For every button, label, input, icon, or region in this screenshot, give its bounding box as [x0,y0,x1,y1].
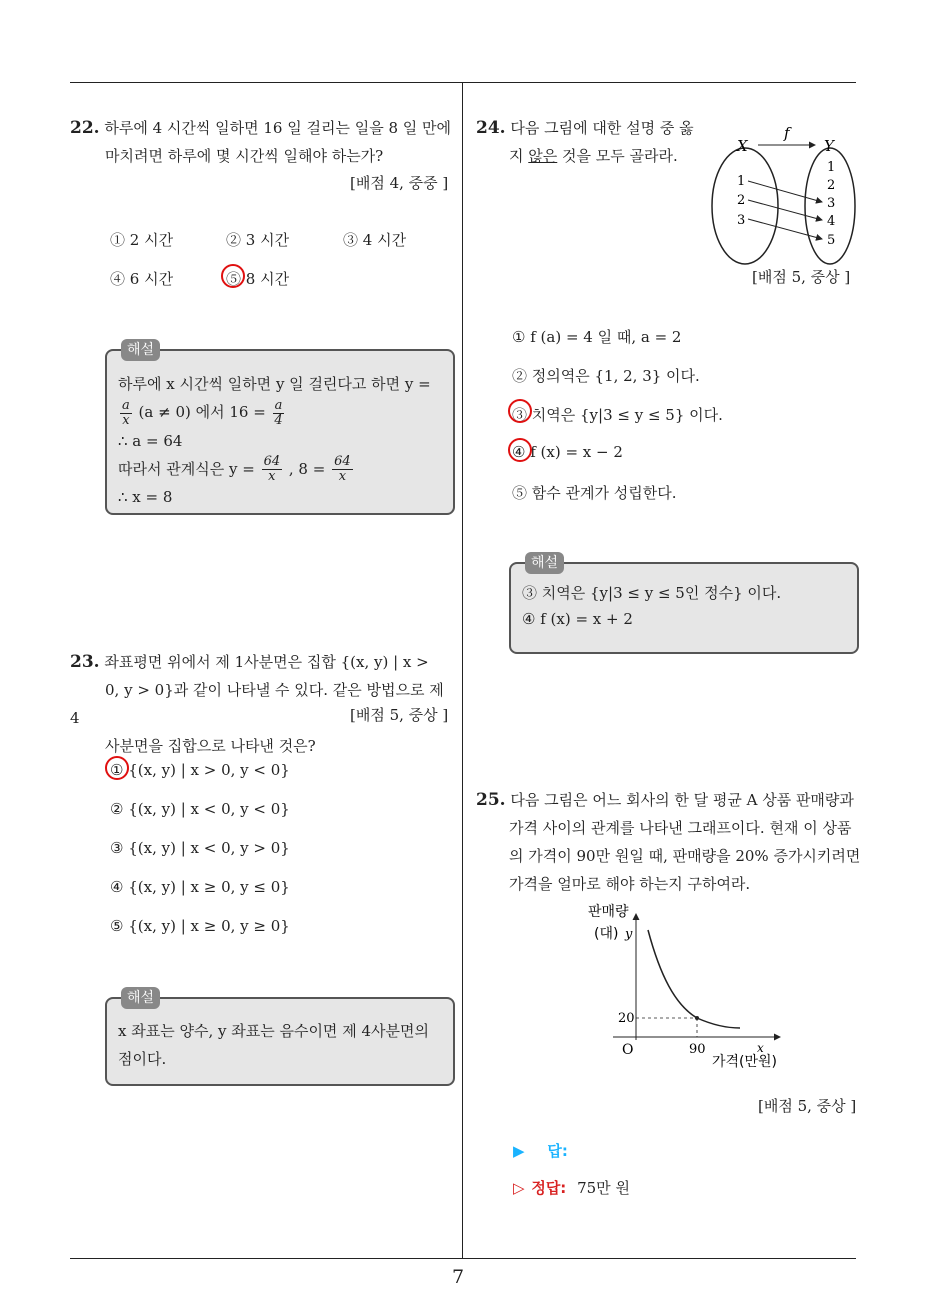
question-24 [476,114,706,170]
question-number: 24. [476,118,506,138]
question-text-underlined: 않은 [528,147,558,165]
mapping-arrow [748,219,822,239]
option-2[interactable]: ② 3 시간 [226,231,290,249]
question-text: 좌표평면 위에서 제 1사분면은 집합 {(x, y) | x > [104,653,429,671]
question-number: 25. [476,790,506,810]
expl-line: (a ≠ 0) 에서 16 = [138,403,266,421]
option-3[interactable]: ③ 4 시간 [343,231,407,249]
domain-element: 3 [737,213,746,228]
x-variable: x [757,1041,764,1055]
answer-row [513,1140,568,1161]
expl-line: 하루에 x 시간씩 일하면 y 일 걸린다고 하면 y = [118,375,431,393]
correct-answer-value: 75만 원 [577,1179,630,1197]
play-filled-icon: ▶ [513,1142,525,1160]
y-axis-unit: (대) [594,926,619,942]
page-number: 7 [452,1266,465,1288]
x-tick-label: 90 [689,1042,706,1057]
expl-line: 따라서 관계식은 y = [118,459,255,478]
fraction-a-over-4: $\frac{a}{4}$ [274,397,283,428]
explanation-tag: 해설 [525,552,564,574]
codomain-element: 2 [827,178,836,193]
correct-answer-row [513,1177,630,1198]
top-rule [70,82,856,83]
demand-curve [648,930,740,1028]
y-tick-label: 20 [618,1011,635,1026]
codomain-element: 5 [827,233,836,248]
codomain-element: 3 [827,196,836,211]
y-axis-label: 판매량 [588,904,629,920]
codomain-element: 4 [827,214,836,229]
expl-line: ∴ x = 8 [118,488,173,506]
explanation-text [118,371,448,510]
question-number: 22. [70,118,100,138]
fraction-64-over-x: $\frac{64}{x}$ [334,454,351,484]
expl-line: ∴ a = 64 [118,431,183,450]
option-5[interactable]: ⑤ 8 시간 [226,270,290,288]
expl-line: x 좌표는 양수, y 좌표는 음수이면 제 4사분면의 [118,1022,429,1040]
expl-line: , 8 = [288,459,326,478]
answer-label: 답: [547,1142,568,1160]
option-4[interactable]: ④ {(x, y) | x ≥ 0, y ≤ 0} [110,878,290,896]
score-label: [배점 5, 중상 ] [752,268,851,286]
Y-label: Y [824,137,834,155]
domain-element: 1 [737,174,746,189]
correct-answer-label: 정답: [531,1179,567,1197]
expl-line: ③ 치역은 {y|3 ≤ y ≤ 5인 정수} 이다. [522,584,782,602]
question-text: 지 [509,147,524,165]
option-2[interactable]: ② 정의역은 {1, 2, 3} 이다. [512,367,700,385]
question-number: 23. [70,652,100,672]
mapping-arrow [748,200,822,220]
question-text: 가격 사이의 관계를 나타낸 그래프이다. 현재 이 상품 [509,819,852,837]
option-1[interactable]: ① {(x, y) | x > 0, y < 0} [110,761,290,779]
expl-line: 점이다. [118,1050,167,1068]
explanation-text [522,580,852,632]
question-text: 사분면을 집합으로 나타낸 것은? [105,737,316,755]
question-text: 하루에 4 시간씩 일하면 16 일 걸리는 일을 8 일 만에 [104,119,452,137]
mapping-diagram [700,118,860,268]
selected-answer-mark [105,756,129,780]
X-label: X [737,137,748,155]
option-4[interactable]: ④ f (x) = x − 2 [512,443,623,461]
option-4[interactable]: ④ 6 시간 [110,270,174,288]
question-25 [476,786,861,898]
explanation-box [105,342,455,515]
domain-element: 2 [737,193,746,208]
option-3[interactable]: ③ 치역은 {y|3 ≤ y ≤ 5} 이다. [512,406,723,424]
question-text: 마치려면 하루에 몇 시간씩 일해야 하는가? [105,147,384,165]
explanation-tag: 해설 [121,987,160,1009]
x-axis-label: 가격(만원) [712,1054,778,1070]
data-point [695,1016,699,1020]
bottom-rule [70,1258,856,1259]
column-divider [462,82,463,1259]
question-text: 의 가격이 90만 원일 때, 판매량을 20% 증가시키려면 [509,847,861,865]
option-2[interactable]: ② {(x, y) | x < 0, y < 0} [110,800,290,818]
selected-answer-mark [508,399,532,423]
question-text: 다음 그림은 어느 회사의 한 달 평균 A 상품 판매량과 [510,791,854,809]
explanation-text [118,1017,448,1073]
price-sales-graph [580,900,800,1075]
selected-answer-mark [221,264,245,288]
score-label: [배점 5, 중상 ] [758,1097,857,1115]
codomain-element: 1 [827,160,836,175]
question-text: 0, y > 0}과 같이 나타낼 수 있다. 같은 방법으로 제 4 [70,681,444,727]
explanation-box [105,990,455,1086]
question-text: 다음 그림에 대한 설명 중 옳 [510,119,694,137]
expl-line: ④ f (x) = x + 2 [522,610,633,628]
option-1[interactable]: ① f (a) = 4 일 때, a = 2 [512,328,682,346]
origin-label: O [622,1042,634,1058]
fraction-a-over-x: $\frac{a}{x}$ [122,397,130,428]
fraction-64-over-x: $\frac{64}{x}$ [263,454,281,484]
y-variable: y [625,927,633,942]
question-text: 가격을 얼마로 해야 하는지 구하여라. [509,875,751,893]
score-label: [배점 4, 중중 ] [350,174,449,192]
explanation-tag: 해설 [121,339,160,361]
option-5[interactable]: ⑤ {(x, y) | x ≥ 0, y ≥ 0} [110,917,290,935]
question-22 [70,114,455,170]
selected-answer-mark [508,438,532,462]
explanation-box [509,555,859,654]
f-label: f [784,124,790,142]
question-text: 것을 모두 골라라. [562,147,678,165]
option-3[interactable]: ③ {(x, y) | x < 0, y > 0} [110,839,290,857]
option-1[interactable]: ① 2 시간 [110,231,174,249]
option-5[interactable]: ⑤ 함수 관계가 성립한다. [512,484,677,502]
mapping-arrow [748,181,822,202]
score-label: [배점 5, 중상 ] [350,706,449,724]
play-outline-icon: ▷ [513,1179,525,1197]
